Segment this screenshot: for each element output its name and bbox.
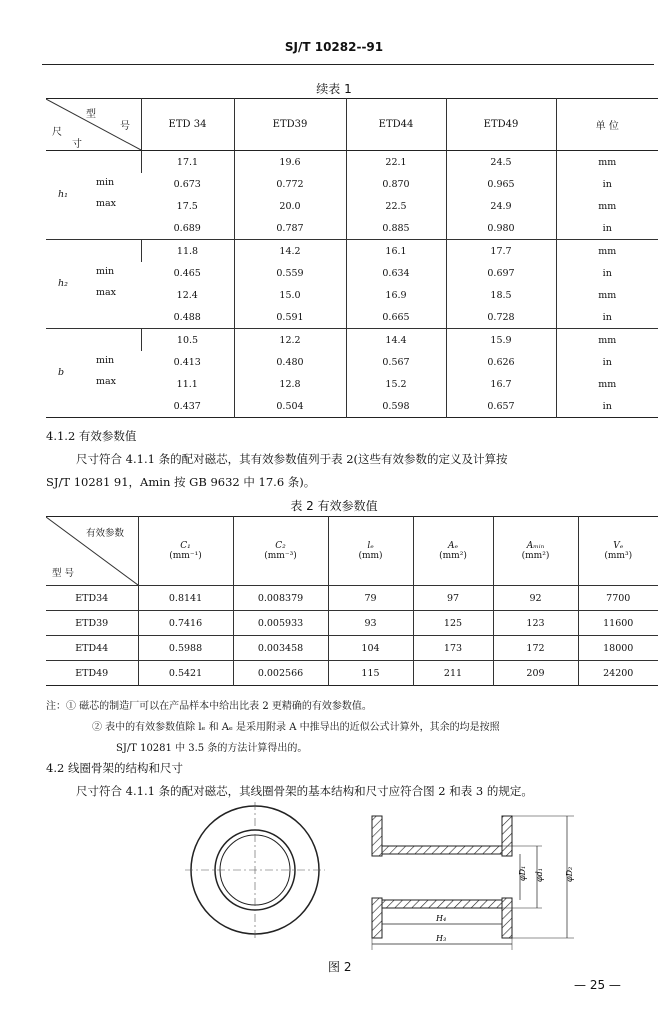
col-header xyxy=(138,517,233,586)
cell: ETD39 xyxy=(46,611,138,636)
paragraph-line: 尺寸符合 4.1.1 条的配对磁芯，其线圈骨架的基本结构和尺寸应符合图 2 和表 3 的规定。 xyxy=(76,784,533,798)
group-symbol: h₁ xyxy=(58,189,68,200)
cell: 172 xyxy=(493,636,578,661)
bobbin-section-view xyxy=(352,806,602,956)
note-3: SJ/T 10281 中 3.5 条的方法计算得出的。 xyxy=(116,743,308,754)
section-heading-4-1-2: 4.1.2 有效参数值 xyxy=(46,429,137,443)
cell: in xyxy=(556,173,658,195)
section-heading-4-2: 4.2 线圈骨架的结构和尺寸 xyxy=(46,761,183,775)
col-header: ETD49 xyxy=(446,99,556,151)
cell: 125 xyxy=(413,611,493,636)
col-header: 单 位 xyxy=(556,99,658,151)
cell: 16.7 xyxy=(446,373,556,395)
cell: 0.567 xyxy=(346,351,446,373)
cell: 24200 xyxy=(578,661,658,686)
cell: 19.6 xyxy=(234,151,346,174)
table-row xyxy=(46,611,658,636)
cell: 115 xyxy=(328,661,413,686)
cell: 12.8 xyxy=(234,373,346,395)
table1-caption: 续表 1 xyxy=(316,82,352,96)
cell: 209 xyxy=(493,661,578,686)
label-h4: H₄ xyxy=(436,914,447,923)
cell: 0.413 xyxy=(173,356,201,368)
col-symbol: Aₘᵢₙ xyxy=(526,541,545,551)
col-unit: (mm⁻³) xyxy=(264,551,297,561)
cell: 22.1 xyxy=(346,151,446,174)
cell: 11.8 xyxy=(141,240,234,263)
cell: ETD49 xyxy=(46,661,138,686)
cell: 12.2 xyxy=(234,329,346,352)
cell: mm xyxy=(556,284,658,306)
cell: ETD44 xyxy=(46,636,138,661)
bobbin-end-view xyxy=(180,800,330,940)
cell: 0.885 xyxy=(346,217,446,240)
col-symbol: Vₑ xyxy=(613,541,624,551)
min-label: min xyxy=(96,177,115,188)
col-unit: (mm²) xyxy=(521,551,550,561)
group-label xyxy=(46,329,141,418)
cell: 18000 xyxy=(578,636,658,661)
cell: 15.9 xyxy=(446,329,556,352)
cell: 0.559 xyxy=(234,262,346,284)
cell: 0.728 xyxy=(446,306,556,329)
table-row xyxy=(46,586,658,611)
cell: 0.598 xyxy=(346,395,446,418)
cell: 0.504 xyxy=(234,395,346,418)
cell: 24.5 xyxy=(446,151,556,174)
cell: 104 xyxy=(328,636,413,661)
group-symbol: h₂ xyxy=(58,278,68,289)
cell: 0.591 xyxy=(234,306,346,329)
tube-wall-top xyxy=(382,846,502,854)
cell: 0.689 xyxy=(173,222,201,234)
cell: 22.5 xyxy=(346,195,446,217)
cell: 7700 xyxy=(578,586,658,611)
col-symbol: Aₑ xyxy=(448,541,458,551)
cell: 16.9 xyxy=(346,284,446,306)
max-label: max xyxy=(96,287,117,298)
cell: mm xyxy=(556,151,658,174)
page-number: — 25 — xyxy=(574,978,621,992)
cell: 24.9 xyxy=(446,195,556,217)
cell: 0.787 xyxy=(234,217,346,240)
note-2: ② 表中的有效参数值除 lₑ 和 Aₑ 是采用附录 A 中推导出的近似公式计算外，其余的均是按照 xyxy=(92,722,500,733)
cell: in xyxy=(556,262,658,284)
cell: 0.465 xyxy=(173,267,201,279)
cell: in xyxy=(556,351,658,373)
corner-bottom: 型 号 xyxy=(52,568,75,579)
cell: 0.8141 xyxy=(138,586,233,611)
cell: 16.1 xyxy=(346,240,446,263)
cell: 0.772 xyxy=(234,173,346,195)
table2-corner xyxy=(46,517,138,586)
cell: mm xyxy=(556,240,658,263)
right-flange-bottom xyxy=(502,898,512,938)
cell: 211 xyxy=(413,661,493,686)
figure-caption: 图 2 xyxy=(328,960,352,974)
corner-left: 尺 xyxy=(52,127,62,138)
corner-top: 型 xyxy=(86,109,96,120)
cell: 0.665 xyxy=(346,306,446,329)
left-flange-bottom xyxy=(372,898,382,938)
cell: 0.870 xyxy=(346,173,446,195)
cell: 0.697 xyxy=(446,262,556,284)
label-d1: φD₁ xyxy=(518,865,527,881)
cell: 93 xyxy=(328,611,413,636)
col-header xyxy=(328,517,413,586)
cell: 123 xyxy=(493,611,578,636)
cell: 14.2 xyxy=(234,240,346,263)
cell: mm xyxy=(556,195,658,217)
col-unit: (mm³) xyxy=(604,551,633,561)
col-symbol: C₁ xyxy=(180,541,191,551)
cell: 173 xyxy=(413,636,493,661)
cell: 14.4 xyxy=(346,329,446,352)
cell: 0.657 xyxy=(446,395,556,418)
note-1: 注：① 磁芯的制造厂可以在产品样本中给出比表 2 更精确的有效参数值。 xyxy=(46,701,372,712)
col-header: ETD44 xyxy=(346,99,446,151)
paragraph-line: 尺寸符合 4.1.1 条的配对磁芯，其有效参数值列于表 2(这些有效参数的定义及计算按 xyxy=(76,452,508,466)
cell: mm xyxy=(556,329,658,352)
cell: 12.4 xyxy=(176,289,198,301)
cell: in xyxy=(556,395,658,418)
label-d3: φD₂ xyxy=(565,866,574,882)
table2 xyxy=(46,516,658,686)
min-label: min xyxy=(96,266,115,277)
cell: 0.626 xyxy=(446,351,556,373)
cell: 0.5421 xyxy=(138,661,233,686)
cell: 0.003458 xyxy=(233,636,328,661)
label-d2: φd₁ xyxy=(535,868,544,882)
cell: 17.1 xyxy=(141,151,234,174)
corner-top: 有效参数 xyxy=(86,528,125,539)
max-label: max xyxy=(96,198,117,209)
left-flange-top xyxy=(372,816,382,856)
cell: 0.634 xyxy=(346,262,446,284)
cell: ETD34 xyxy=(46,586,138,611)
cell: in xyxy=(556,217,658,240)
cell: 17.5 xyxy=(176,200,198,212)
header-rule xyxy=(42,64,654,65)
col-symbol: lₑ xyxy=(367,541,374,551)
table1 xyxy=(46,98,658,418)
group-symbol: b xyxy=(58,367,65,378)
col-unit: (mm⁻¹) xyxy=(169,551,202,561)
cell: 11600 xyxy=(578,611,658,636)
cell: 0.965 xyxy=(446,173,556,195)
cell: 0.002566 xyxy=(233,661,328,686)
cell: 0.7416 xyxy=(138,611,233,636)
col-header xyxy=(578,517,658,586)
right-flange-top xyxy=(502,816,512,856)
col-header: ETD 34 xyxy=(141,99,234,151)
cell: 0.488 xyxy=(173,311,201,323)
cell: 97 xyxy=(413,586,493,611)
cell: 15.0 xyxy=(234,284,346,306)
tube-wall-bottom xyxy=(382,900,502,908)
cell: 0.008379 xyxy=(233,586,328,611)
table1-corner xyxy=(46,99,141,151)
max-label: max xyxy=(96,376,117,387)
cell: 10.5 xyxy=(141,329,234,352)
cell: 92 xyxy=(493,586,578,611)
col-header xyxy=(233,517,328,586)
cell: 0.437 xyxy=(173,400,201,412)
table-row xyxy=(46,636,658,661)
cell: 11.1 xyxy=(176,378,198,390)
table2-caption: 表 2 有效参数值 xyxy=(290,499,378,513)
cell: in xyxy=(556,306,658,329)
cell: 20.0 xyxy=(234,195,346,217)
cell: 0.673 xyxy=(173,178,201,190)
group-label xyxy=(46,240,141,329)
cell: mm xyxy=(556,373,658,395)
page-header: SJ/T 10282--91 xyxy=(284,40,384,54)
cell: 0.005933 xyxy=(233,611,328,636)
cell: 17.7 xyxy=(446,240,556,263)
cell: 0.480 xyxy=(234,351,346,373)
col-header xyxy=(493,517,578,586)
group-label xyxy=(46,151,141,240)
cell: 0.5988 xyxy=(138,636,233,661)
paragraph-line: SJ/T 10281 91，Amin 按 GB 9632 中 17.6 条)。 xyxy=(46,475,316,489)
cell: 18.5 xyxy=(446,284,556,306)
col-unit: (mm) xyxy=(358,551,383,561)
col-symbol: C₂ xyxy=(275,541,286,551)
cell: 0.980 xyxy=(446,217,556,240)
min-label: min xyxy=(96,355,115,366)
label-h3: H₃ xyxy=(436,934,447,943)
table-row xyxy=(46,661,658,686)
cell: 15.2 xyxy=(346,373,446,395)
col-unit: (mm²) xyxy=(439,551,467,561)
cell: 79 xyxy=(328,586,413,611)
corner-right: 号 xyxy=(120,121,130,132)
col-header xyxy=(413,517,493,586)
corner-bottom: 寸 xyxy=(72,139,82,150)
col-header: ETD39 xyxy=(234,99,346,151)
